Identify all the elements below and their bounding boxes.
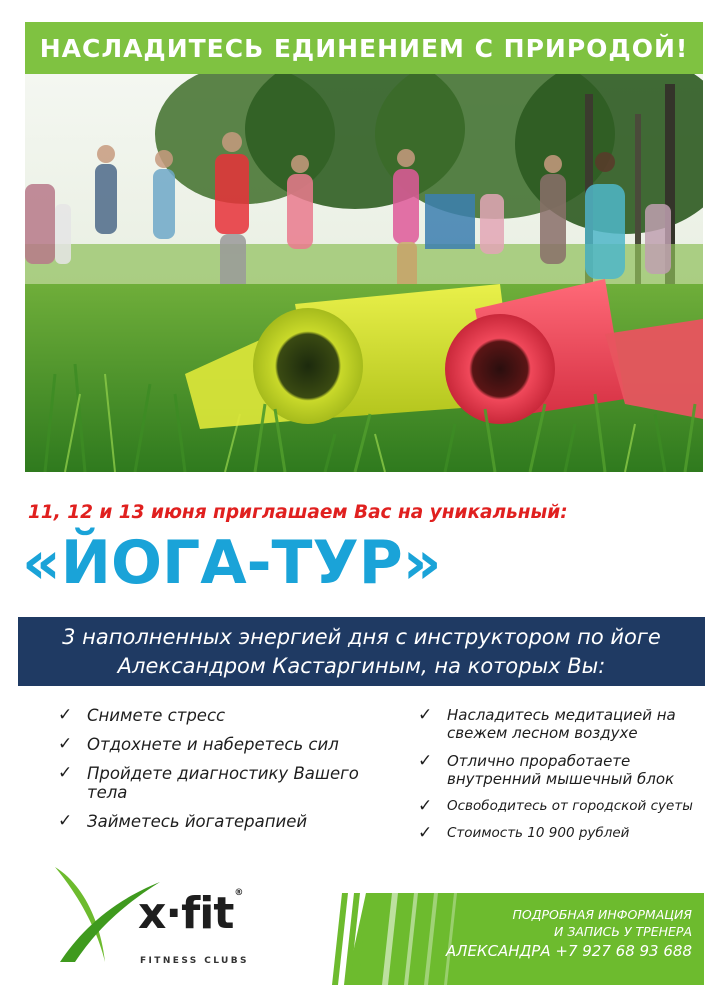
benefits-list-right xyxy=(418,706,718,852)
check-icon: ✓ xyxy=(418,751,433,771)
brand-tagline: FITNESS CLUBS xyxy=(140,956,249,966)
description-box xyxy=(18,617,705,686)
contact-phone: АЛЕКСАНДРА +7 927 68 93 688 xyxy=(445,942,692,960)
contact-line-2: И ЗАПИСЬ У ТРЕНЕРА xyxy=(554,924,692,939)
list-item: ✓ Снимете стресс xyxy=(58,705,226,725)
contact-line-1: ПОДРОБНАЯ ИНФОРМАЦИЯ xyxy=(512,907,692,922)
list-item: ✓ Стоимость 10 900 рублей xyxy=(418,823,630,843)
description-line-1: 3 наполненных энергией дня с инструктором по йоге xyxy=(62,625,661,649)
check-icon: ✓ xyxy=(58,763,73,783)
invitation-text: 11, 12 и 13 июня приглашаем Вас на уникальный: xyxy=(28,502,568,523)
benefits-list-left xyxy=(58,706,378,841)
list-item: ✓ Отдохнете и наберетесь сил xyxy=(58,734,339,754)
check-icon: ✓ xyxy=(58,734,73,754)
yoga-mats-on-grass-image xyxy=(25,74,703,472)
contact-info xyxy=(446,906,692,962)
list-item: ✓ Пройдете диагностику Вашего тела xyxy=(58,763,359,802)
check-icon: ✓ xyxy=(418,705,433,725)
check-icon: ✓ xyxy=(58,705,73,725)
check-icon: ✓ xyxy=(58,811,73,831)
list-item: ✓ Займетесь йогатерапией xyxy=(58,811,308,831)
description-line-2: Александром Кастаргиным, на которых Вы: xyxy=(117,654,606,678)
check-icon: ✓ xyxy=(418,796,433,816)
banner-title: НАСЛАДИТЕСЬ ЕДИНЕНИЕМ С ПРИРОДОЙ! xyxy=(39,33,689,63)
contact-panel xyxy=(332,893,704,985)
list-item: ✓ Насладитесь медитацией на свежем лесном воздухе xyxy=(418,705,676,742)
list-item: ✓ Отлично проработаете внутренний мышечный блок xyxy=(418,751,675,788)
hero-photo xyxy=(25,74,703,472)
top-banner xyxy=(25,22,703,74)
brand-name: x·fit® xyxy=(138,888,243,939)
event-title: «ЙОГА-ТУР» xyxy=(22,528,442,598)
list-item: ✓ Освободитесь от городской суеты xyxy=(418,796,693,816)
check-icon: ✓ xyxy=(418,823,433,843)
